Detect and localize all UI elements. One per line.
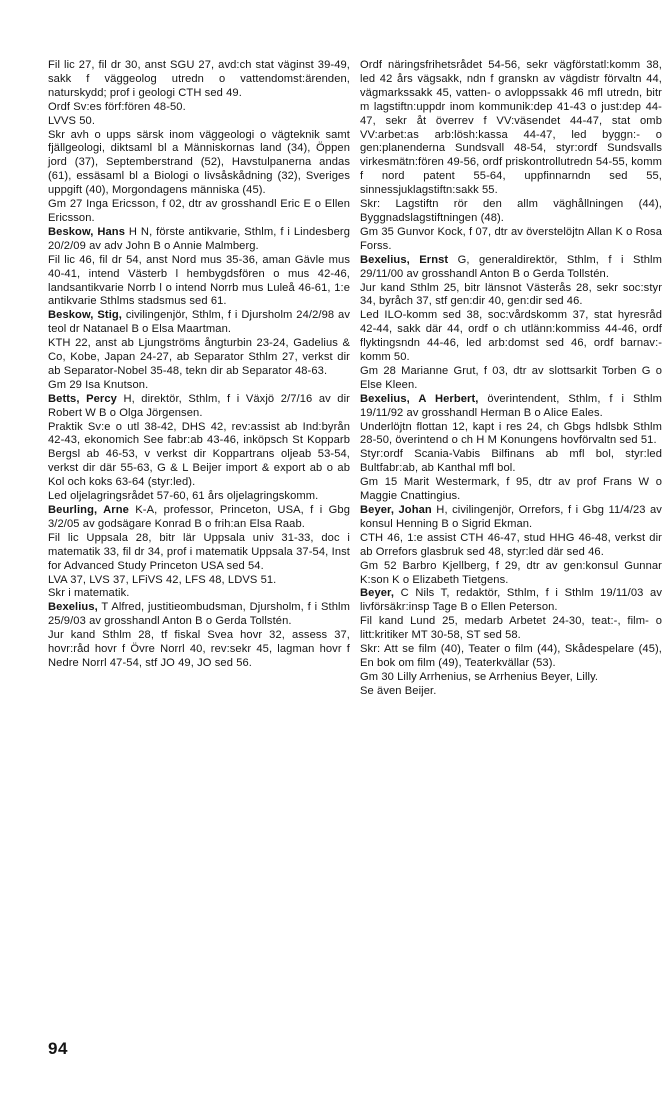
entry-paragraph: Fil kand Lund 25, medarb Arbetet 24-30, teat:-, film- o litt:kritiker MT 30-58, ST sed 58. — [360, 615, 662, 642]
biography-entry — [360, 254, 662, 393]
entry-paragraph: Gm 35 Gunvor Kock, f 07, dtr av överstelöjtn Allan K o Rosa Forss. — [360, 225, 662, 252]
page-number: 94 — [48, 1039, 68, 1058]
entry-paragraph: Gm 28 Marianne Grut, f 03, dtr av slottsarkit Torben G o Else Kleen. — [360, 364, 662, 391]
entry-paragraph: Gm 52 Barbro Kjellberg, f 29, dtr av gen:konsul Gunnar K:son K o Elizabeth Tietgens. — [360, 559, 662, 586]
entry-paragraph: CTH 46, 1:e assist CTH 46-47, stud HHG 46-48, verkst dir ab Orrefors glasbruk sed 48, styr:led där sed 46. — [360, 531, 662, 558]
entry-heading-line — [48, 226, 350, 254]
entry-heading-line — [360, 393, 662, 421]
entry-heading-line — [48, 601, 350, 629]
entry-paragraph: Skr avh o upps särsk inom väggeologi o vägteknik samt fjällgeologi, diktsaml bl a Människornas land (34), Öppen jord (37), Septemberstrand (52), Havstulpanerna andas (61), essäsaml bl a Biologi o livsåskådning (32), Sveriges uppgift (40), Morgondagens människa (45). — [48, 128, 350, 197]
entry-intro: H, civilingenjör, Orrefors, f i Gbg 11/4/23 av konsul Henning B o Sigrid Ekman. — [360, 504, 662, 530]
entry-paragraph: Underlöjtn flottan 12, kapt i res 24, ch Gbgs hdlsbk Sthlm 28-50, överintend o ch H M Konungens hovförvaltn sed 51. — [360, 420, 662, 447]
biography-entry — [48, 59, 350, 226]
entry-heading-line — [360, 587, 662, 615]
entry-name: Betts, Percy — [48, 392, 117, 405]
entry-heading-line — [48, 393, 350, 421]
entry-paragraph: LVA 37, LVS 37, LFiVS 42, LFS 48, LDVS 51. — [48, 573, 277, 586]
entry-heading-line — [48, 504, 350, 532]
entry-intro: K-A, professor, Princeton, USA, f i Gbg 3/2/05 av godsägare Konrad B o frih:an Elsa Raab. — [48, 504, 351, 530]
entry-paragraph: Praktik Sv:e o utl 38-42, DHS 42, rev:assist ab Ind:byrån 42-43, ekonomich See fabr:ab 43-46, inköpsch St Kopparb Bergsl ab 46-53, v verkst dir Koppartrans oljeab 53-54, verkst dir där 55-63, G & L Beijer import & export ab o ab Kol och koks 63-64 (styr:led). — [48, 420, 350, 489]
entry-paragraph: Fil lic 46, fil dr 54, anst Nord mus 35-36, aman Gävle mus 40-41, intend Västerb l hembygdsfören o mus 42-46, landsantikvarie Norrb l o intend Norrb mus Luleå 46-61, 1:e antikvarie Sthlms stadsmus sed 61. — [48, 253, 350, 308]
entry-paragraph: Jur kand Sthlm 28, tf fiskal Svea hovr 32, assess 37, hovr:råd hovr f Övre Norrl 40, rev:sekr 45, lagman hovr f Nedre Norrl 47-54, stf JO 49, JO sed 56. — [48, 629, 350, 669]
entry-name: Bexelius, A Herbert, — [360, 392, 479, 405]
biography-entry — [48, 601, 350, 671]
entry-intro: civilingenjör, Sthlm, f i Djursholm 24/2/98 av teol dr Natanael B o Elsa Maartman. — [48, 309, 350, 336]
entry-name: Beyer, Johan — [360, 504, 432, 516]
entry-intro: G, generaldirektör, Sthlm, f i Sthlm 29/11/00 av grosshandl Anton B o Gerda Tollstén. — [360, 253, 662, 280]
entry-paragraph: Skr i matematik. — [48, 587, 130, 600]
entry-intro: T Alfred, justitieombudsman, Djursholm, f i Sthlm 25/9/03 av grosshandl Anton B o Gerda Tollstén. — [48, 601, 350, 628]
biography-entry — [48, 309, 350, 392]
biography-entry — [48, 504, 350, 601]
entry-paragraph: Fil lic Uppsala 28, bitr lär Uppsala univ 31-33, doc i matematik 33, fil dr 34, prof i matematik Uppsala 37-54, Inst for Advanced Study Princeton USA sed 54. — [48, 531, 350, 572]
entry-paragraph: Skr: Att se film (40), Teater o film (44), Skådespelare (45), En bok om film (49), Teaterkvällar (53). — [360, 643, 662, 669]
biography-entry — [360, 587, 662, 698]
entry-name: Beurling, Arne — [48, 504, 129, 516]
biography-entry — [48, 393, 350, 504]
entry-paragraph: Jur kand Sthlm 25, bitr länsnot Västerås 28, sekr soc:styr 34, byråch 37, stf gen:dir 40, gen:dir sed 46. — [360, 281, 662, 308]
entry-paragraph: Ordf näringsfrihetsrådet 54-56, sekr vägförstatl:komm 38, led 42 års vägsakk, ndn f granskn av vägdistr förvaltn 44, vägmarkssakk 45, vatten- o avloppssakk 46 mfl utredn, bitr m lagstiftn:uppdr inom kommunik:dep 41-43 o just:dep 44-47, sekr åt överrev f VV:väsendet 44-47, stat omb VV:arbet:as arb:lösh:kassa 44-47, led byggn:- o gen:planenderna Sundsvall 48-54, styr:ordf Sundsvalls virkesmätn:fören 49-56, ordf priskontrollutredn 54-55, komm f nord patent 55-64, uppfinnarndn sed 55, sinnessjuklagstiftn:sakk 55. — [360, 59, 662, 197]
entry-paragraph: KTH 22, anst ab Ljungströms ångturbin 23-24, Gadelius & Co, Kobe, Japan 24-27, ab Separator Sthlm 27, verkst dir ab Separator-Nobel 35-48, tekn dir ab Separator 48-63. — [48, 337, 350, 377]
entry-intro: H, direktör, Sthlm, f i Växjö 2/7/16 av dir Robert W B o Olga Jörgensen. — [48, 392, 350, 419]
entry-heading-line — [360, 254, 662, 282]
biography-entry — [360, 59, 662, 254]
entry-paragraph: Styr:ordf Scania-Vabis Bilfinans ab mfl bol, styr:led Bultfabr:ab, ab Kanthal mfl bol. — [360, 448, 662, 475]
entry-name: Bexelius, Ernst — [360, 253, 449, 266]
entry-name: Beskow, Hans — [48, 225, 126, 238]
entry-paragraph: Gm 30 Lilly Arrhenius, se Arrhenius Beyer, Lilly. — [360, 670, 599, 683]
entry-paragraph: Led ILO-komm sed 38, soc:vårdskomm 37, stat hyresråd 42-44, sakk där 44, ordf o ch utlänn:kommiss 44-46, ordf flyktingsndn 44-46, led arb:domst sed 46, ordf barnav:komm 50. — [360, 309, 662, 364]
entry-heading-line — [360, 504, 662, 532]
entry-paragraph: Skr: Lagstiftn rör den allm väghållningen (44), Byggnadslagstiftningen (48). — [360, 198, 662, 224]
entry-paragraph: Se även Beijer. — [360, 684, 437, 697]
biography-entry — [360, 393, 662, 504]
entry-intro: H N, förste antikvarie, Sthlm, f i Lindesberg 20/2/09 av adv John B o Annie Malmberg. — [48, 225, 350, 252]
entry-heading-line — [48, 309, 350, 337]
entry-paragraph: Fil lic 27, fil dr 30, anst SGU 27, avd:ch stat väginst 39-49, sakk f väggeolog utredn o vattendomst:ärenden, naturskydd; prof i geologi CTH sed 49. — [48, 59, 350, 99]
entry-paragraph: Gm 15 Marit Westermark, f 95, dtr av prof Frans W o Maggie Cnattingius. — [360, 476, 662, 503]
biography-entry — [360, 504, 662, 587]
right-column — [360, 59, 662, 699]
entry-paragraph: Ordf Sv:es förf:fören 48-50. — [48, 100, 186, 113]
entry-paragraph: LVVS 50. — [48, 114, 96, 127]
entry-name: Beyer, — [360, 587, 395, 600]
entry-intro: C Nils T, redaktör, Sthlm, f i Sthlm 19/11/03 av livförsäkr:insp Tage B o Ellen Peterson. — [360, 587, 662, 614]
entry-paragraph: Gm 29 Isa Knutson. — [48, 378, 149, 391]
entry-paragraph: Gm 27 Inga Ericsson, f 02, dtr av grosshandl Eric E o Ellen Ericsson. — [48, 198, 350, 224]
entry-name: Beskow, Stig, — [48, 309, 122, 322]
entry-name: Bexelius, — [48, 601, 98, 614]
left-column — [48, 59, 350, 671]
entry-intro: överintendent, Sthlm, f i Sthlm 19/11/92 av grosshandl Herman B o Alice Eales. — [360, 392, 663, 419]
biography-entry — [48, 226, 350, 309]
entry-paragraph: Led oljelagringsrådet 57-60, 61 års oljelagringskomm. — [48, 490, 319, 503]
